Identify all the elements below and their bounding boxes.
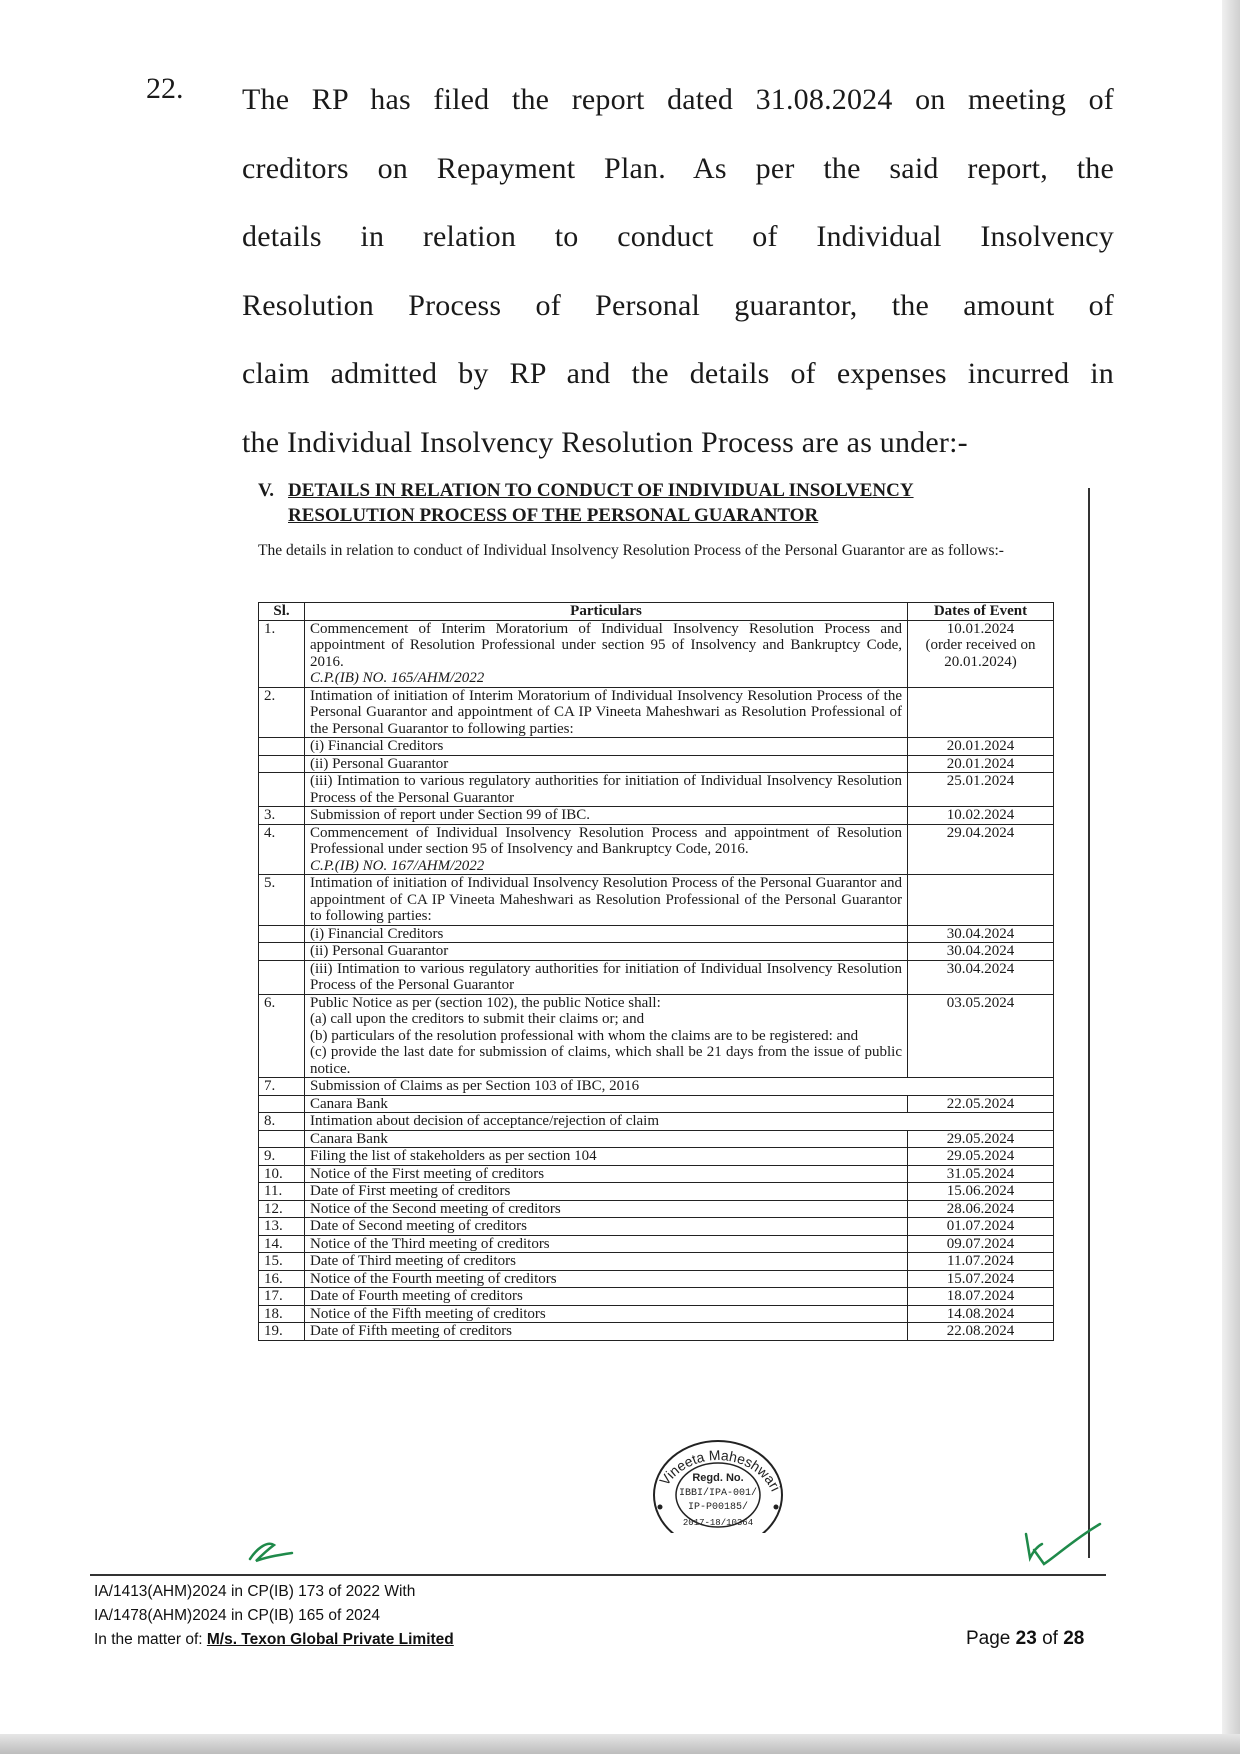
- row-date: [908, 1218, 1054, 1236]
- table-row: [259, 755, 1054, 773]
- embedded-report-section: [258, 478, 1090, 1339]
- events-table-body: [259, 620, 1054, 1340]
- paragraph-text: [242, 66, 1114, 477]
- row-date: [908, 1165, 1054, 1183]
- row-date-value: 29.05.2024: [946, 1148, 1015, 1164]
- paragraph-line: The RP has filed the report dated 31.08.2024 on meeting of: [242, 83, 1114, 116]
- table-row: [259, 1323, 1054, 1341]
- row-date-value: 03.05.2024: [946, 994, 1015, 1011]
- row-case-ref: C.P.(IB) NO. 165/AHM/2022: [310, 670, 485, 686]
- row-particulars: [305, 1270, 908, 1288]
- row-date-value: 22.05.2024: [946, 1095, 1015, 1112]
- row-sl: 11.: [259, 1183, 305, 1201]
- row-text: Commencement of Interim Moratorium of Individual Insolvency Resolution Process and appointment of Resolution Professional under section 95 of Insolvency and Bankruptcy Code, 2016.: [310, 620, 902, 670]
- row-date-value: 22.08.2024: [946, 1323, 1015, 1339]
- footer-case-reference: [94, 1580, 454, 1652]
- page-number: [966, 1628, 1084, 1650]
- row-subitem: (a) call upon the creditors to submit their claims or; and: [310, 1011, 645, 1027]
- table-row: [259, 738, 1054, 756]
- row-date-value: 09.07.2024: [946, 1235, 1015, 1252]
- row-date: [908, 1305, 1054, 1323]
- row-particulars: [305, 1078, 1054, 1096]
- footer-line-1: IA/1413(AHM)2024 in CP(IB) 173 of 2022 With: [94, 1583, 416, 1600]
- row-date-value: 30.04.2024: [946, 943, 1015, 959]
- table-row: [259, 1113, 1054, 1131]
- row-particulars: [305, 755, 908, 773]
- table-row: [259, 687, 1054, 738]
- table-row: [259, 1200, 1054, 1218]
- row-date: [908, 773, 1054, 807]
- row-sl: [259, 1130, 305, 1148]
- paragraph-line: Resolution Process of Personal guarantor, the amount of: [242, 288, 1114, 322]
- section-heading-line-1: DETAILS IN RELATION TO CONDUCT OF INDIVIDUAL INSOLVENCY: [288, 480, 914, 501]
- row-date-value: 28.06.2024: [946, 1200, 1015, 1217]
- table-row: [259, 1095, 1054, 1113]
- row-particulars: [305, 960, 908, 994]
- row-date: [908, 755, 1054, 773]
- scan-edge-right: [1222, 0, 1240, 1754]
- row-sl: 3.: [259, 807, 305, 825]
- row-date: [908, 824, 1054, 875]
- row-date: [908, 1253, 1054, 1271]
- table-row: [259, 1130, 1054, 1148]
- rp-seal-stamp: [648, 1435, 788, 1533]
- row-particulars: [305, 1183, 908, 1201]
- row-particulars: [305, 925, 908, 943]
- row-particulars: [305, 824, 908, 875]
- table-row: [259, 943, 1054, 961]
- row-date-value: 20.01.2024: [946, 738, 1015, 754]
- stamp-regd-3: 2017-18/10364: [682, 1518, 754, 1528]
- row-date: [908, 1270, 1054, 1288]
- scan-edge-bottom: [0, 1734, 1240, 1754]
- row-sl: [259, 773, 305, 807]
- row-date-value: 29.05.2024: [946, 1130, 1015, 1147]
- scan-border-line: [1088, 488, 1090, 1558]
- row-particulars: [305, 807, 908, 825]
- table-row: [259, 1288, 1054, 1306]
- row-particulars: [305, 1305, 908, 1323]
- table-row: [259, 960, 1054, 994]
- section-roman-number: V.: [258, 480, 275, 501]
- row-sl: 17.: [259, 1288, 305, 1306]
- row-sl: 1.: [259, 620, 305, 687]
- row-date-value: 18.07.2024: [946, 1288, 1015, 1304]
- footer-matter-prefix: In the matter of:: [94, 1631, 207, 1648]
- table-row: [259, 1148, 1054, 1166]
- section-intro: The details in relation to conduct of Individual Insolvency Resolution Process of the Personal Guarantor are as follows:-: [258, 542, 1004, 559]
- table-row: [259, 824, 1054, 875]
- row-date-value: 14.08.2024: [946, 1305, 1015, 1322]
- row-date: [908, 943, 1054, 961]
- row-date-value: 20.01.2024: [946, 755, 1015, 772]
- row-particulars: [305, 1148, 908, 1166]
- paragraph-number: 22.: [146, 72, 184, 105]
- row-text: Date of Third meeting of creditors: [310, 1253, 516, 1269]
- row-text: Filing the list of stakeholders as per section 104: [310, 1148, 597, 1164]
- row-particulars: [305, 1130, 908, 1148]
- table-row: [259, 1253, 1054, 1271]
- table-row: [259, 994, 1054, 1078]
- table-row: [259, 925, 1054, 943]
- row-date: [908, 1183, 1054, 1201]
- row-subitem: (b) particulars of the resolution professional with whom the claims are to be registered: and: [310, 1027, 859, 1044]
- row-sl: 19.: [259, 1323, 305, 1341]
- row-date: [908, 738, 1054, 756]
- row-text: Canara Bank: [310, 1130, 388, 1147]
- row-date-value: 29.04.2024: [946, 824, 1015, 841]
- table-row: [259, 1078, 1054, 1096]
- row-sl: [259, 925, 305, 943]
- row-particulars: [305, 943, 908, 961]
- row-text: Notice of the Fourth meeting of creditors: [310, 1270, 557, 1287]
- row-particulars: [305, 1235, 908, 1253]
- row-particulars: [305, 1253, 908, 1271]
- row-text: Public Notice as per (section 102), the public Notice shall:: [310, 994, 661, 1011]
- row-sl: [259, 943, 305, 961]
- row-date-note: (order received on 20.01.2024): [925, 637, 1036, 670]
- row-text: (i) Financial Creditors: [310, 925, 444, 942]
- initial-signature-left: [244, 1537, 298, 1565]
- row-particulars: [305, 620, 908, 687]
- row-date-value: 30.04.2024: [946, 925, 1015, 942]
- row-date: [908, 1288, 1054, 1306]
- row-date-value: 30.04.2024: [946, 960, 1015, 977]
- row-date: [908, 994, 1054, 1078]
- row-text: Submission of report under Section 99 of IBC.: [310, 807, 590, 823]
- row-date-value: 25.01.2024: [946, 773, 1015, 789]
- page-word: Page: [966, 1628, 1016, 1649]
- page-total: 28: [1063, 1628, 1085, 1649]
- initial-signature-right: [1016, 1520, 1106, 1576]
- row-text: Notice of the Fifth meeting of creditors: [310, 1305, 546, 1322]
- row-text: Notice of the Third meeting of creditors: [310, 1235, 550, 1252]
- row-date-value: 10.01.2024: [946, 620, 1015, 637]
- row-sl: [259, 1095, 305, 1113]
- header-particulars: Particulars: [305, 603, 908, 621]
- row-date: [908, 1200, 1054, 1218]
- row-sl: 4.: [259, 824, 305, 875]
- row-sl: 15.: [259, 1253, 305, 1271]
- row-text: (i) Financial Creditors: [310, 738, 444, 754]
- row-date: [908, 1235, 1054, 1253]
- row-text: Canara Bank: [310, 1095, 388, 1112]
- table-row: [259, 1270, 1054, 1288]
- row-particulars: [305, 687, 908, 738]
- paragraph-line: details in relation to conduct of Individual Insolvency: [242, 220, 1114, 253]
- section-heading-line-2: RESOLUTION PROCESS OF THE PERSONAL GUARANTOR: [288, 505, 819, 526]
- paragraph-line: the Individual Insolvency Resolution Process are as under:-: [242, 425, 968, 459]
- row-date-value: 11.07.2024: [947, 1253, 1014, 1269]
- row-particulars: [305, 1095, 908, 1113]
- row-sl: [259, 755, 305, 773]
- stamp-regd-label: Regd. No.: [692, 1472, 744, 1484]
- stamp-name: Vineeta Maheshwari: [656, 1446, 784, 1494]
- footer-rule: [90, 1574, 1106, 1576]
- row-text: Date of Fifth meeting of creditors: [310, 1323, 513, 1339]
- row-text: Submission of Claims as per Section 103 of IBC, 2016: [310, 1078, 640, 1094]
- row-date-value: 10.02.2024: [946, 807, 1015, 823]
- header-dates: Dates of Event: [908, 603, 1054, 621]
- row-sl: 14.: [259, 1235, 305, 1253]
- row-date: [908, 807, 1054, 825]
- table-row: [259, 773, 1054, 807]
- row-sl: 6.: [259, 994, 305, 1078]
- table-row: [259, 1183, 1054, 1201]
- row-date: [908, 960, 1054, 994]
- row-text: Date of Second meeting of creditors: [310, 1218, 528, 1234]
- paragraph-line: creditors on Repayment Plan. As per the said report, the: [242, 151, 1114, 185]
- stamp-regd-1: IBBI/IPA-001/: [678, 1488, 758, 1499]
- row-text: Date of First meeting of creditors: [310, 1183, 511, 1199]
- row-sl: 2.: [259, 687, 305, 738]
- header-sl: Sl.: [259, 603, 305, 621]
- row-date: [908, 1148, 1054, 1166]
- row-date: [908, 687, 1054, 738]
- row-date: [908, 620, 1054, 687]
- paragraph-line: claim admitted by RP and the details of expenses incurred in: [242, 357, 1114, 390]
- row-text: Notice of the Second meeting of creditors: [310, 1200, 561, 1217]
- footer-matter: [94, 1628, 454, 1652]
- row-particulars: [305, 1113, 1054, 1131]
- row-particulars: [305, 738, 908, 756]
- row-text: (iii) Intimation to various regulatory authorities for initiation of Individual Insolvency Resolution Process of the Personal Guarantor: [310, 960, 902, 993]
- table-row: [259, 620, 1054, 687]
- row-subitem: (c) provide the last date for submission of claims, which shall be 21 days from the issue of public notice.: [310, 1044, 902, 1077]
- row-particulars: [305, 1288, 908, 1306]
- row-sl: 12.: [259, 1200, 305, 1218]
- row-sl: [259, 960, 305, 994]
- row-particulars: [305, 1165, 908, 1183]
- table-row: [259, 875, 1054, 926]
- row-particulars: [305, 773, 908, 807]
- table-row: [259, 1235, 1054, 1253]
- events-table: [258, 602, 1054, 1341]
- row-date-value: 15.07.2024: [946, 1270, 1015, 1287]
- row-sl: 7.: [259, 1078, 305, 1096]
- table-row: [259, 1218, 1054, 1236]
- row-particulars: [305, 1323, 908, 1341]
- page-of: of: [1036, 1628, 1064, 1649]
- row-sl: 16.: [259, 1270, 305, 1288]
- table-header-row: [259, 603, 1054, 621]
- row-case-ref: C.P.(IB) NO. 167/AHM/2022: [310, 857, 485, 874]
- row-sl: 18.: [259, 1305, 305, 1323]
- row-particulars: [305, 1200, 908, 1218]
- row-sl: [259, 738, 305, 756]
- row-text: (iii) Intimation to various regulatory authorities for initiation of Individual Insolvency Resolution Process of the Personal Guarantor: [310, 773, 902, 806]
- row-text: (ii) Personal Guarantor: [310, 943, 449, 959]
- row-date: [908, 925, 1054, 943]
- row-date: [908, 1323, 1054, 1341]
- row-sl: 8.: [259, 1113, 305, 1131]
- row-particulars: [305, 994, 908, 1078]
- row-date-value: 15.06.2024: [946, 1183, 1015, 1199]
- row-date-value: 31.05.2024: [946, 1165, 1015, 1182]
- row-date: [908, 1130, 1054, 1148]
- row-sl: 13.: [259, 1218, 305, 1236]
- row-sl: 5.: [259, 875, 305, 926]
- row-particulars: [305, 875, 908, 926]
- row-text: Intimation of initiation of Interim Moratorium of Individual Insolvency Resolution Process of the Personal Guarantor and appointment of CA IP Vineeta Maheshwari as Resolution Professional of the Personal Guarantor to following parties:: [310, 687, 902, 737]
- page-current: 23: [1015, 1628, 1037, 1649]
- row-date: [908, 875, 1054, 926]
- footer-matter-name: M/s. Texon Global Private Limited: [206, 1631, 454, 1648]
- row-sl: 9.: [259, 1148, 305, 1166]
- row-text: Date of Fourth meeting of creditors: [310, 1288, 523, 1304]
- stamp-regd-2: IP-P00185/: [687, 1502, 749, 1513]
- section-heading: [258, 478, 1090, 528]
- row-text: Commencement of Individual Insolvency Resolution Process and appointment of Resolution Professional under section 95 of Insolvency and Bankruptcy Code, 2016.: [310, 824, 902, 857]
- row-text: Notice of the First meeting of creditors: [310, 1165, 545, 1182]
- row-text: Intimation about decision of acceptance/rejection of claim: [310, 1113, 660, 1129]
- row-date-value: 01.07.2024: [946, 1218, 1015, 1234]
- row-sl: 10.: [259, 1165, 305, 1183]
- row-date: [908, 1095, 1054, 1113]
- row-particulars: [305, 1218, 908, 1236]
- row-text: Intimation of initiation of Individual Insolvency Resolution Process of the Personal Guarantor and appointment of CA IP Vineeta Maheshwari as Resolution Professional of the Personal Guarantor to following parties:: [310, 875, 902, 924]
- footer-line-2: IA/1478(AHM)2024 in CP(IB) 165 of 2024: [94, 1607, 381, 1624]
- table-row: [259, 1305, 1054, 1323]
- table-row: [259, 807, 1054, 825]
- table-row: [259, 1165, 1054, 1183]
- row-text: (ii) Personal Guarantor: [310, 755, 449, 772]
